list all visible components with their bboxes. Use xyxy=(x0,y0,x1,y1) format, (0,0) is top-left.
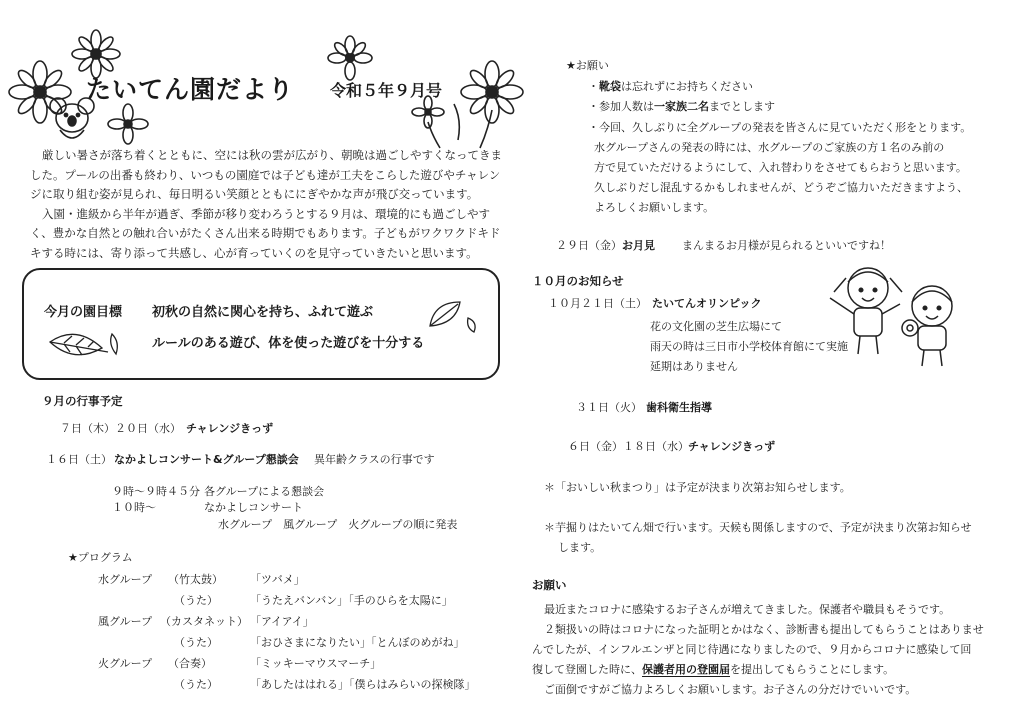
goal-label: 今月の園目標 xyxy=(44,305,123,320)
event-title: なかよしコンサート&グループ懇談会 xyxy=(114,453,299,466)
schedule-desc: 各グループによる懇談会 xyxy=(204,485,325,498)
program-song: 「ミッキーマウスマーチ」 xyxy=(250,657,382,670)
schedule-time: ９時～９時４５分 xyxy=(112,485,200,498)
event-title: 歯科衛生指導 xyxy=(646,401,712,414)
event-date: １６日（土） xyxy=(46,453,112,466)
notice-line: します。 xyxy=(558,541,602,554)
request-line: 方で見ていただけるようにして、入れ替わりをさせてもらおうと思います。 xyxy=(594,161,967,174)
event-detail: 延期はありません xyxy=(650,360,738,373)
event-detail: 花の文化園の芝生広場にて xyxy=(650,320,782,333)
schedule-desc: 水グループ 風グループ 火グループの順に発表 xyxy=(218,518,458,531)
request-line: ご面倒ですがご協力よろしくお願いします。お子さんの分だけでいいです。 xyxy=(544,683,917,696)
program-heading: ★プログラム xyxy=(68,551,133,564)
leaf-icon xyxy=(46,328,126,368)
request-line: 最近またコロナに感染するお子さんが増えてきました。保護者や職員もそうです。 xyxy=(544,603,951,616)
event-title: たいてんオリンピック xyxy=(652,297,762,310)
intro-paragraph: 厳しい暑さが落ち着くとともに、空には秋の雲が広がり、朝晩は過ごしやすくなってきました。プールの出番も終わり、いつもの園庭では子ども達が工夫をこらした遊びやチャレンジに取り組む姿が見られ、毎日明るい笑顔とともににぎやかな声が飛び交っています。 xyxy=(30,148,502,201)
goal-line: 初秋の自然に関心を持ち、ふれて遊ぶ xyxy=(152,305,374,320)
event-date: ２９日（金） xyxy=(556,239,622,252)
event-note: まんまるお月様が見られるといいですね！ xyxy=(682,239,891,252)
program-part: （うた） xyxy=(174,636,218,649)
request-heading: お願い xyxy=(532,578,567,592)
intro-paragraph: 入園・進級から半年が過ぎ、季節が移り変わろうとする９月は、環境的にも過ごしやすく、豊かな自然との触れ合いがたくさん出来る時期でもあります。子どもがワクワクドキドキする時には、寄り添って共感し、心が育っていくのを見守っていきたいと思います。 xyxy=(30,206,501,260)
program-part: （合奏） xyxy=(168,657,212,670)
program-part: （カスタネット） xyxy=(160,615,248,628)
program-part: （竹太鼓） xyxy=(168,573,223,586)
program-song: 「アイアイ」 xyxy=(250,615,314,628)
event-title: チャレンジきっず xyxy=(688,440,776,453)
request-line: よろしくお願いします。 xyxy=(594,201,715,214)
request-line: 復して登園した時に、保護者用の登園届を提出してもらうことにします。 xyxy=(532,663,895,676)
intro-text xyxy=(30,146,508,263)
event-detail: 雨天の時は三日市小学校体育館にて実施 xyxy=(650,340,848,353)
event-note: 異年齢クラスの行事です xyxy=(314,453,435,466)
request-line: んでしたが、インフルエンザと同じ待遇になりましたので、９月からコロナに感染して回 xyxy=(532,643,972,656)
oct-heading: １０月のお知らせ xyxy=(532,274,624,288)
request-line: 水グループさんの発表の時には、水グループのご家族の方１名のみ前の xyxy=(594,141,945,154)
request-heading: ★お願い xyxy=(566,59,609,72)
program-group: 火グループ xyxy=(98,657,153,670)
event-date: ７日（木）２０日（水） xyxy=(60,422,181,435)
request-line: ・今回、久しぶりに全グループの発表を皆さんに見ていただく形をとります。 xyxy=(588,121,972,134)
program-song: 「ツバメ」 xyxy=(250,573,305,586)
children-illustration xyxy=(820,258,970,368)
program-song: 「あしたははれる」「僕らはみらいの探検隊」 xyxy=(250,678,476,691)
notice-line: ＊「おいしい秋まつり」は予定が決まり次第お知らせします。 xyxy=(544,481,851,494)
newsletter-title: たいてん園だより xyxy=(86,75,295,104)
event-date: ６日（金）１８日（水） xyxy=(568,440,689,453)
schedule-desc: なかよしコンサート xyxy=(204,501,303,514)
event-title: お月見 xyxy=(622,239,655,252)
event-date: １０月２１日（土） xyxy=(548,297,647,310)
event-title: チャレンジきっず xyxy=(186,422,274,435)
request-line: ・靴袋は忘れずにお持ちください xyxy=(588,80,753,93)
program-song: 「うたえバンバン」「手のひらを太陽に」 xyxy=(250,594,453,607)
request-line: 久しぶりだし混乱するかもしれませんが、どうぞご協力いただきますよう、 xyxy=(594,181,968,194)
request-line: ・参加人数は一家族二名までとします xyxy=(588,100,775,113)
sept-heading: ９月の行事予定 xyxy=(42,394,123,408)
program-group: 水グループ xyxy=(98,573,153,586)
program-group: 風グループ xyxy=(98,615,153,628)
schedule-time: １０時～ xyxy=(112,501,156,514)
request-line: ２類扱いの時はコロナになった証明とかはなく、診断書も提出してもらうことはありませ xyxy=(544,623,984,636)
program-part: （うた） xyxy=(174,594,218,607)
monthly-goal-box xyxy=(22,268,500,380)
event-date: ３１日（火） xyxy=(576,401,642,414)
issue-date: 令和５年９月号 xyxy=(330,81,443,100)
program-song: 「おひさまになりたい」「とんぼのめがね」 xyxy=(250,636,465,649)
goal-line: ルールのある遊び、体を使った遊びを十分する xyxy=(152,336,425,351)
leaf-icon xyxy=(424,298,494,338)
program-part: （うた） xyxy=(174,678,218,691)
notice-line: ＊芋掘りはたいてん畑で行います。天候も関係しますので、予定が決まり次第お知らせ xyxy=(544,521,972,534)
